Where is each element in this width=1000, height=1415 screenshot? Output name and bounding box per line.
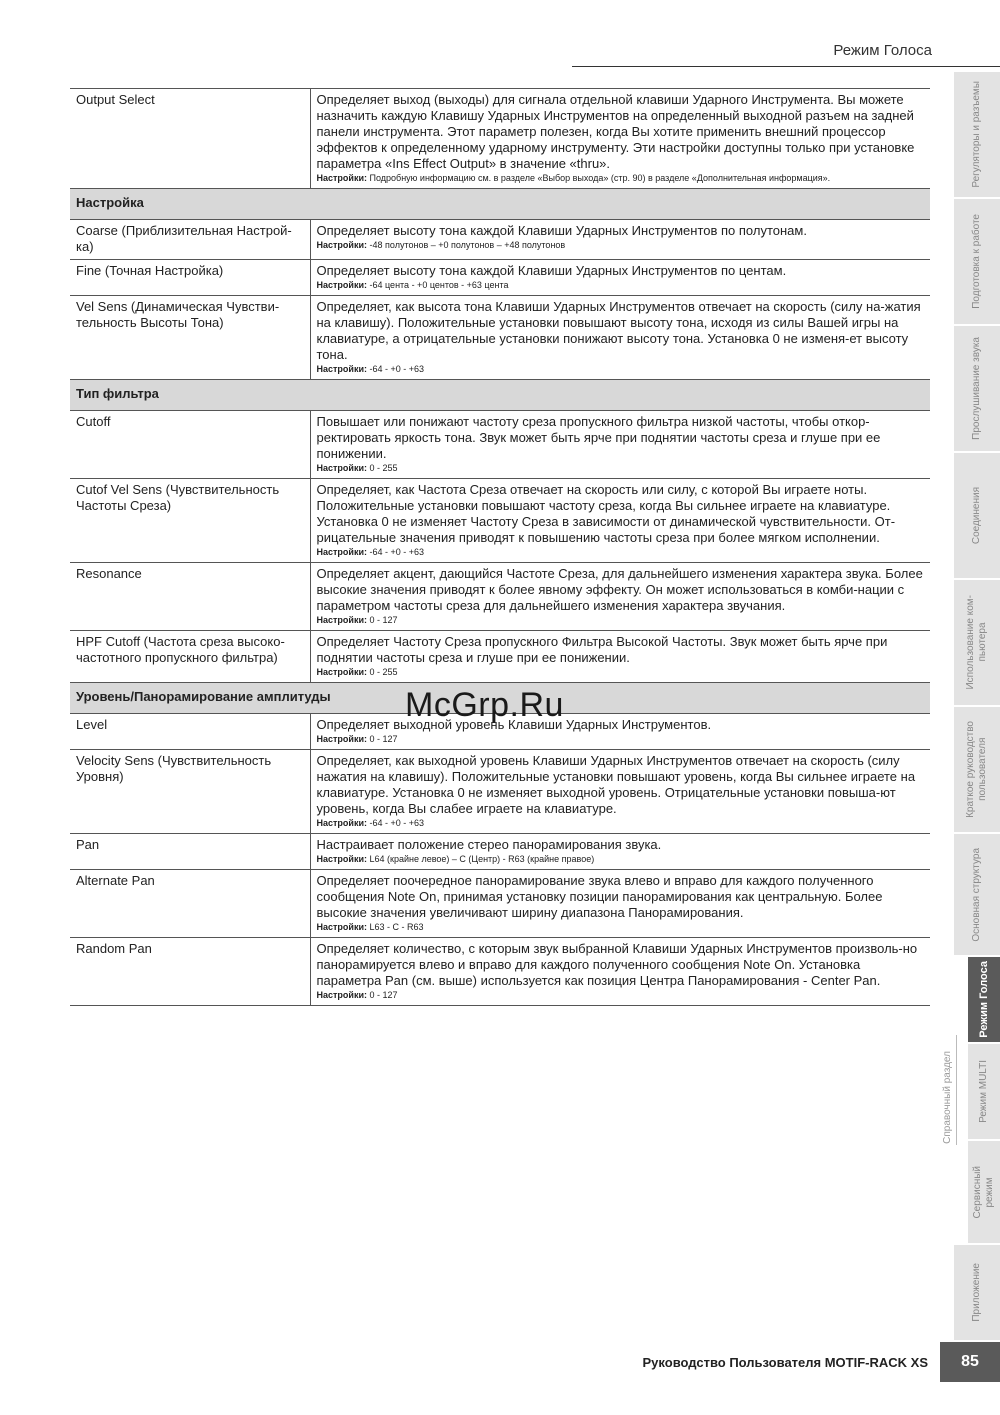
section-header-row <box>70 189 930 220</box>
parameter-description: Определяет выходной уровень Клавиши Ударных Инструментов. <box>316 717 712 732</box>
parameter-settings <box>317 172 926 184</box>
table-row <box>70 89 930 189</box>
reference-divider <box>956 1035 957 1145</box>
parameter-description: Определяет, как высота тона Клавиши Ударных Инструментов отвечает на скорость (силу на-жатия на клавишу). Положительные установки повышают высоту тона, исходя из силы Вашей игры на клавиатуре, а отрицательные установки понижают высоту тона. Установка 0 не изменя-ет высоту тона. <box>316 299 921 362</box>
reference-section-label: Справочный раздел <box>941 1051 953 1144</box>
sidebar-tab-voice-mode[interactable]: Режим Голоса <box>968 957 1000 1044</box>
parameter-description: Определяет выход (выходы) для сигнала отдельной клавиши Ударного Инструмента. Вы можете назначить каждую Клавишу Ударных Инструментов на определенный выходной разъем на задней панели инструмента. Этот параметр полезен, когда Вы хотите применить внешний процессор эффектов к определенному ударному инструменту. Эти настройки доступны только при установке параметра «Ins Effect Output» в значение «thru». <box>316 92 915 171</box>
parameter-settings <box>317 614 926 626</box>
settings-value: 0 - 255 <box>369 667 398 677</box>
table-row <box>70 479 930 563</box>
table-row <box>70 938 930 1006</box>
sidebar-tab-quick-guide[interactable]: Краткое руководство пользователя <box>954 707 1000 834</box>
parameter-settings <box>317 853 926 865</box>
settings-value: -64 - +0 - +63 <box>369 547 425 557</box>
table-row <box>70 411 930 479</box>
parameter-description-cell <box>310 296 930 380</box>
parameter-name: HPF Cutoff (Частота среза высоко-частотного пропускного фильтра) <box>70 631 310 683</box>
settings-label: Настройки: <box>316 854 367 864</box>
section-title: Тип фильтра <box>70 380 930 411</box>
parameter-description-cell <box>310 834 930 870</box>
settings-value: L63 - C - R63 <box>369 922 424 932</box>
sidebar-tab-multi-mode[interactable]: Режим MULTI <box>968 1044 1000 1141</box>
parameter-description-cell <box>310 479 930 563</box>
parameter-settings <box>317 462 926 474</box>
parameter-name: Velocity Sens (Чувствительность Уровня) <box>70 750 310 834</box>
settings-value: 0 - 127 <box>369 734 398 744</box>
watermark: McGrp.Ru <box>405 686 564 724</box>
settings-label: Настройки: <box>316 922 367 932</box>
header-rule <box>572 66 1000 67</box>
sidebar-tab-utility-mode[interactable]: Сервисный режим <box>968 1141 1000 1245</box>
parameter-settings <box>317 363 926 375</box>
parameter-description-cell <box>310 714 930 750</box>
parameter-name: Alternate Pan <box>70 870 310 938</box>
settings-label: Настройки: <box>316 818 367 828</box>
page-number: 85 <box>940 1342 1000 1382</box>
sidebar-tab-basic-structure[interactable]: Основная структура <box>954 834 1000 957</box>
parameter-name: Pan <box>70 834 310 870</box>
parameter-settings <box>317 546 926 558</box>
settings-value: 0 - 127 <box>369 990 398 1000</box>
parameter-description-cell <box>310 89 930 189</box>
table-row <box>70 834 930 870</box>
settings-value: Подробную информацию см. в разделе «Выбор выхода» (стр. 90) в разделе «Дополнительная информация». <box>369 173 831 183</box>
table-row <box>70 631 930 683</box>
parameter-description: Определяет поочередное панорамирование звука влево и вправо для каждого полученного сообщения Note On, принимая установку позиции панорамирования как центральную. Более высокие значения увеличивают ширину диапазона Панорамирования. <box>316 873 883 920</box>
parameter-description: Определяет акцент, дающийся Частоте Среза, для дальнейшего изменения характера звука. Более высокие значения приводят к более явному эффекту. Он может использоваться в комби-нации с параметром частоты среза для дальнейшего изменения характера звучания. <box>316 566 923 613</box>
page-header-title: Режим Голоса <box>833 42 932 59</box>
parameter-name: Level <box>70 714 310 750</box>
parameter-description: Определяет количество, с которым звук выбранной Клавиши Ударных Инструментов произволь-но панорамируется влево и вправо для каждого полученного сообщения Note On. Установка параметра Pan (см. выше) используется как позиция Центра Панорамирования - Center Pan. <box>316 941 918 988</box>
section-header-row <box>70 380 930 411</box>
parameter-description-cell <box>310 563 930 631</box>
parameter-settings <box>317 921 926 933</box>
parameter-description-cell <box>310 411 930 479</box>
settings-value: -64 - +0 - +63 <box>369 818 425 828</box>
settings-label: Настройки: <box>316 364 367 374</box>
parameter-name: Cutoff <box>70 411 310 479</box>
parameter-name: Resonance <box>70 563 310 631</box>
sidebar-tab-connections[interactable]: Соединения <box>954 453 1000 580</box>
parameter-description-cell <box>310 938 930 1006</box>
parameter-description: Определяет высоту тона каждой Клавиши Ударных Инструментов по центам. <box>316 263 787 278</box>
table-row <box>70 870 930 938</box>
parameter-name: Coarse (Приблизительная Настрой-ка) <box>70 220 310 260</box>
settings-label: Настройки: <box>316 240 367 250</box>
parameter-description: Повышает или понижают частоту среза пропускного фильтра низкой частоты, чтобы откор-ректировать яркость тона. Звук может быть ярче при поднятии частоты среза и глуше при ее понижении. <box>316 414 881 461</box>
parameter-description: Определяет, как Частота Среза отвечает на скорость или силу, с которой Вы играете ноты. Положительные установки повышают частоту среза, когда Вы сильнее играете на клавиатуре. Установка 0 не изменяет Частоту Среза в зависимости от динамической чувствительности. От-рицательные значения приводят к повышению частоты среза при более мягком исполнении. <box>316 482 896 545</box>
settings-value: 0 - 127 <box>369 615 398 625</box>
parameter-name: Output Select <box>70 89 310 189</box>
sidebar-tab-listening[interactable]: Прослушивание звука <box>954 326 1000 453</box>
parameter-settings <box>317 733 926 745</box>
footer-manual-title: Руководство Пользователя MOTIF-RACK XS <box>642 1355 928 1370</box>
table-row <box>70 296 930 380</box>
parameter-settings <box>317 239 926 251</box>
parameter-name: Random Pan <box>70 938 310 1006</box>
settings-value: -48 полутонов – +0 полутонов – +48 полутонов <box>369 240 566 250</box>
section-title: Уровень/Панорамирование амплитуды <box>70 683 930 714</box>
parameter-description-cell <box>310 260 930 296</box>
table-row <box>70 220 930 260</box>
settings-label: Настройки: <box>316 547 367 557</box>
settings-value: 0 - 255 <box>369 463 398 473</box>
sidebar-tab-appendix[interactable]: Приложение <box>954 1245 1000 1342</box>
settings-value: -64 - +0 - +63 <box>369 364 425 374</box>
parameter-name: Cutof Vel Sens (Чувствительность Частоты Среза) <box>70 479 310 563</box>
parameter-description-cell <box>310 220 930 260</box>
parameter-settings <box>317 279 926 291</box>
sidebar-tab-controls[interactable]: Регуляторы и разъемы <box>954 72 1000 199</box>
parameter-name: Fine (Точная Настройка) <box>70 260 310 296</box>
settings-label: Настройки: <box>316 280 367 290</box>
table-row <box>70 750 930 834</box>
settings-label: Настройки: <box>316 990 367 1000</box>
settings-label: Настройки: <box>316 463 367 473</box>
parameter-description-cell <box>310 631 930 683</box>
settings-label: Настройки: <box>316 667 367 677</box>
parameter-description: Настраивает положение стерео панорамирования звука. <box>316 837 662 852</box>
parameter-description: Определяет Частоту Среза пропускного Фильтра Высокой Частоты. Звук может быть ярче при поднятии частоты среза и глуше при ее понижении. <box>316 634 888 665</box>
parameter-description: Определяет, как выходной уровень Клавиши Ударных Инструментов отвечает на скорость (силу нажатия на клавишу). Положительные установки повышают уровень, когда Вы сильнее играете на клавиатуре. Установка 0 не изменяет выходной уровень. Отрицательные установки повыша-ют уровень, когда Вы слабее играете на клавиатуре. <box>316 753 916 816</box>
parameter-description-cell <box>310 870 930 938</box>
settings-label: Настройки: <box>316 615 367 625</box>
parameter-description-cell <box>310 750 930 834</box>
chapter-sidebar <box>954 72 1000 1342</box>
sidebar-tab-computer[interactable]: Использование ком- пьютера <box>954 580 1000 707</box>
parameter-settings <box>317 666 926 678</box>
parameter-description: Определяет высоту тона каждой Клавиши Ударных Инструментов по полутонам. <box>316 223 807 238</box>
section-title: Настройка <box>70 189 930 220</box>
parameter-settings <box>317 817 926 829</box>
settings-label: Настройки: <box>316 734 367 744</box>
sidebar-tab-setup[interactable]: Подготовка к работе <box>954 199 1000 326</box>
parameters-table <box>70 88 930 1006</box>
table-row <box>70 260 930 296</box>
parameter-settings <box>317 989 926 1001</box>
table-row <box>70 563 930 631</box>
parameter-name: Vel Sens (Динамическая Чувстви-тельность Высоты Тона) <box>70 296 310 380</box>
settings-value: -64 цента - +0 центов - +63 цента <box>369 280 509 290</box>
settings-value: L64 (крайне левое) – C (Центр) - R63 (крайне правое) <box>369 854 595 864</box>
settings-label: Настройки: <box>316 173 367 183</box>
